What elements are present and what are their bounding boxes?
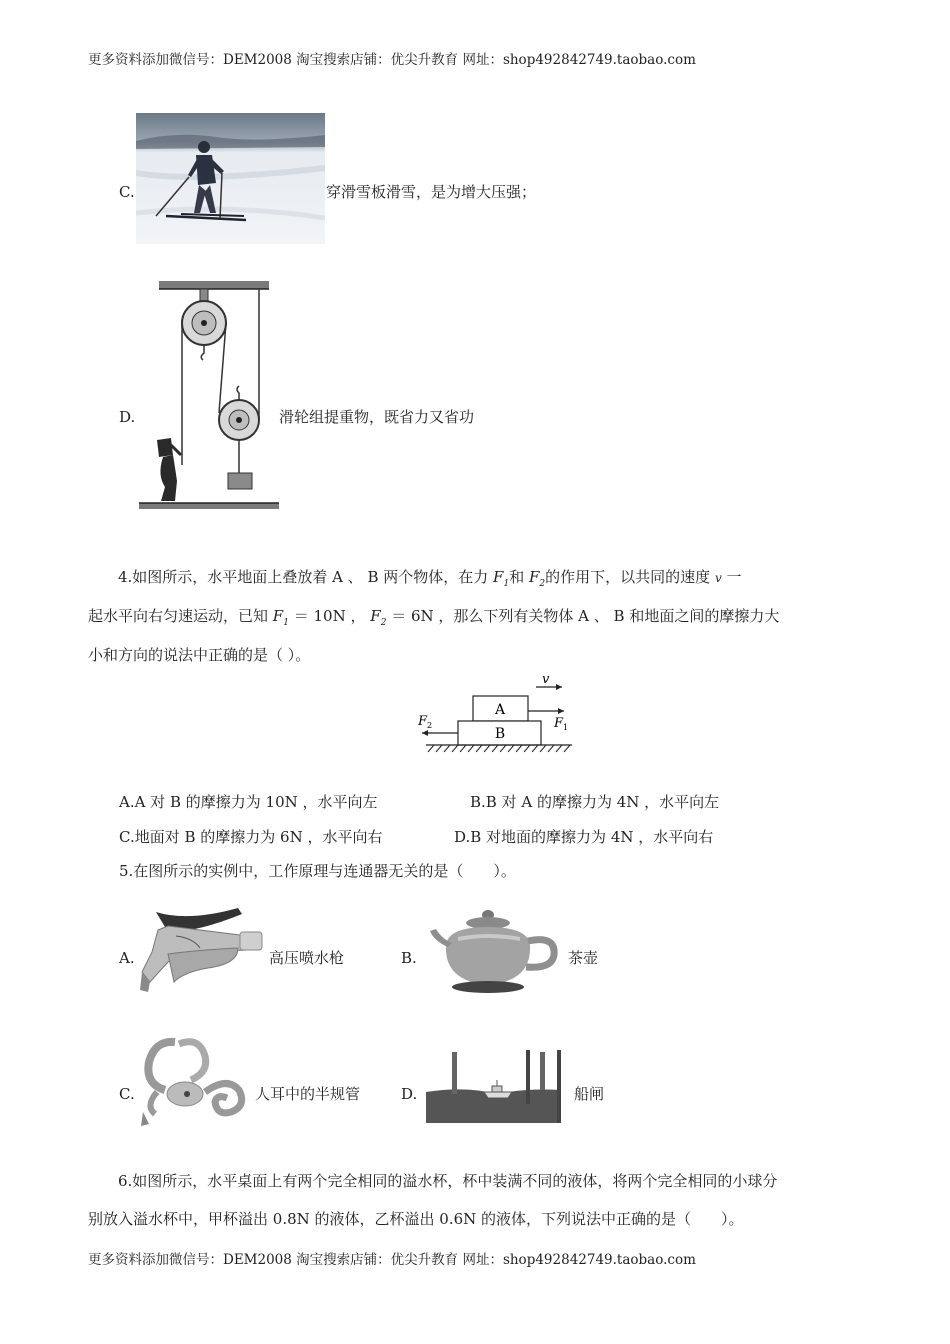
q5-option-a-text: 高压喷水枪: [269, 949, 345, 967]
q4-text: 起水平向右匀速运动，已知: [88, 607, 269, 625]
f1-symbol: F: [272, 607, 284, 625]
q5-option-c-label: C.: [119, 1085, 135, 1103]
q5-option-d-label: D.: [401, 1085, 418, 1103]
ear-canal-image: [135, 1032, 247, 1128]
q4-text: 的作用下，以共同的速度: [545, 568, 711, 586]
f1-label-sub: 1: [563, 723, 569, 732]
f2-symbol: F: [528, 568, 540, 586]
q4-option-a: A.A 对 B 的摩擦力为 10N ，水平向左: [119, 793, 378, 811]
v-label: v: [542, 672, 550, 687]
f2-label-sub: 2: [427, 721, 433, 730]
q4-text: ＝ 10N ，: [293, 607, 366, 625]
f1-label: F: [554, 716, 564, 731]
f2-symbol: F: [370, 607, 381, 625]
pulley-diagram: [135, 275, 285, 520]
q4-option-b: B.B 对 A 的摩擦力为 4N ，水平向左: [470, 793, 720, 811]
q4-text: ＝ 6N ，那么下列有关物体 A 、 B 和地面之间的摩擦力大: [391, 607, 780, 625]
option-c-text: 穿滑雪板滑雪，是为增大压强；: [326, 183, 537, 201]
q4-line3: 小和方向的说法中正确的是（ ）。: [88, 646, 311, 664]
ship-lock-image: [426, 1048, 561, 1123]
page-header: 更多资料添加微信号：DEM2008 淘宝搜索店铺：优尖升教育 网址：shop492842749.taobao.com: [88, 52, 696, 68]
teapot-image: [428, 905, 558, 997]
f1-symbol: F: [493, 568, 504, 586]
f2-label: F: [418, 714, 428, 729]
block-b-label: B: [494, 726, 506, 742]
block-a-label: A: [494, 702, 506, 718]
f2-subscript: 2: [380, 618, 387, 628]
q6-line2: 别放入溢水杯中，甲杯溢出 0.8N 的液体，乙杯溢出 0.6N 的液体，下列说法中正确的是（ ）。: [88, 1210, 744, 1228]
velocity-symbol: v: [714, 571, 722, 585]
q5-option-c-text: 人耳中的半规管: [255, 1085, 361, 1103]
q4-text: 和: [509, 568, 525, 586]
q4-text: 4.如图所示，水平地面上叠放着 A 、 B 两个物体，在力: [118, 568, 489, 586]
q5-option-b-text: 茶壶: [568, 949, 599, 967]
option-d-text: 滑轮组提重物，既省力又省功: [279, 408, 475, 426]
q4-option-d: D.B 对地面的摩擦力为 4N ，水平向右: [454, 828, 714, 846]
f2-subscript: 2: [539, 579, 546, 589]
q6-line1: 6.如图所示，水平桌面上有两个完全相同的溢水杯，杯中装满不同的液体，将两个完全相同的小球分: [118, 1172, 778, 1190]
blocks-force-diagram: [412, 670, 587, 760]
option-c-label: C.: [119, 183, 135, 201]
option-d-label: D.: [119, 408, 136, 426]
f1-subscript: 1: [283, 618, 289, 628]
spray-gun-image: [138, 902, 268, 997]
q4-text: 一: [726, 568, 742, 586]
f1-subscript: 1: [503, 579, 510, 589]
q5-stem: 5.在图所示的实例中，工作原理与连通器无关的是（ ）。: [119, 862, 516, 880]
q4-option-c: C.地面对 B 的摩擦力为 6N ，水平向右: [119, 828, 383, 846]
q5-option-b-label: B.: [401, 949, 417, 967]
skier-photo: [136, 113, 325, 244]
q5-option-d-text: 船闸: [574, 1085, 605, 1103]
q5-option-a-label: A.: [119, 949, 135, 967]
page-footer: 更多资料添加微信号：DEM2008 淘宝搜索店铺：优尖升教育 网址：shop492842749.taobao.com: [88, 1252, 696, 1268]
